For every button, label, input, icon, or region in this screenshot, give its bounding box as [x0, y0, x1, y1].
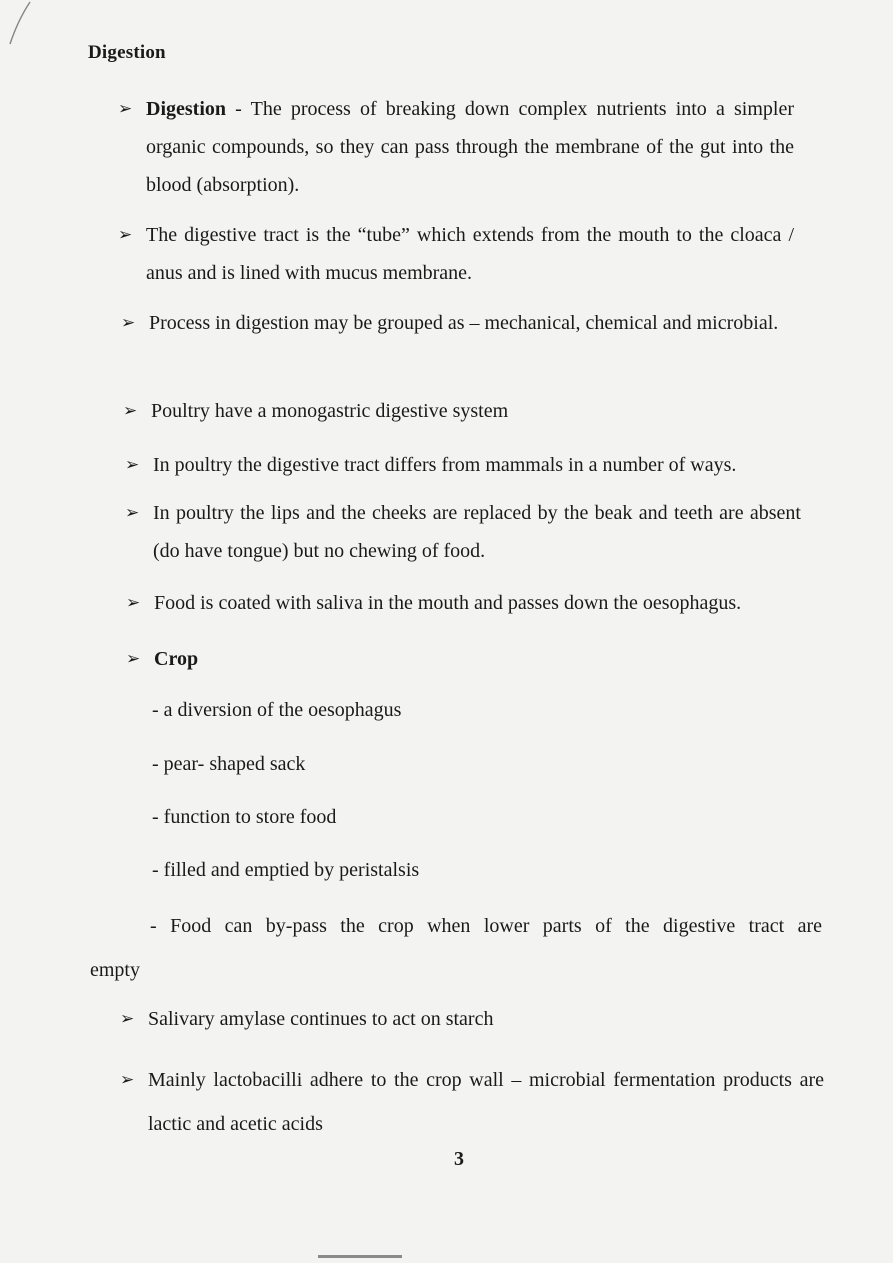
page-number: 3 [454, 1148, 464, 1170]
bullet-lips-beak [125, 494, 801, 570]
bullet-process-groups [121, 304, 795, 342]
arrow-bullet-icon: ➢ [126, 593, 141, 613]
arrow-bullet-icon: ➢ [118, 99, 133, 119]
crop-point: - filled and emptied by peristalsis [152, 859, 420, 881]
bullet-saliva [126, 584, 802, 622]
bullet-text: Food is coated with saliva in the mouth and passes down the oesophagus. [154, 592, 742, 614]
crop-point-bypass-tail: empty [90, 959, 140, 981]
bullet-digestive-tract [118, 216, 794, 292]
scan-edge-mark [318, 1255, 402, 1258]
arrow-bullet-icon: ➢ [118, 225, 133, 245]
crop-point: - pear- shaped sack [152, 753, 306, 775]
crop-point: - a diversion of the oesophagus [152, 699, 402, 721]
arrow-bullet-icon: ➢ [123, 401, 138, 421]
bullet-term: Digestion [146, 98, 226, 120]
bullet-text: The digestive tract is the “tube” which extends from the mouth to the cloaca / anus and is lined with mucus membrane. [146, 224, 794, 284]
arrow-bullet-icon: ➢ [120, 1070, 135, 1090]
bullet-differs-mammals [125, 446, 801, 484]
page-heading: Digestion [88, 42, 166, 63]
bullet-text: Mainly lactobacilli adhere to the crop wall – microbial fermentation products are lactic and acetic acids [148, 1069, 824, 1135]
arrow-bullet-icon: ➢ [125, 503, 140, 523]
bullet-text: Process in digestion may be grouped as – mechanical, chemical and microbial. [149, 312, 779, 334]
crop-point-bypass: - Food can by-pass the crop when lower parts of the digestive tract are [150, 915, 822, 937]
arrow-bullet-icon: ➢ [126, 649, 141, 669]
bullet-text: Poultry have a monogastric digestive system [151, 400, 509, 422]
bullet-term: Crop [154, 648, 199, 670]
arrow-bullet-icon: ➢ [120, 1009, 135, 1029]
bullet-salivary-amylase [120, 1000, 800, 1038]
bullet-digestion-definition [118, 90, 794, 204]
crop-point: - function to store food [152, 806, 337, 828]
bullet-text: Salivary amylase continues to act on starch [148, 1008, 494, 1030]
bullet-text: - The process of breaking down complex nutrients into a simpler organic compounds, so they can pass through the membrane of the gut into the blood (absorption). [146, 98, 794, 196]
bullet-crop-heading [126, 640, 426, 678]
bullet-text: In poultry the digestive tract differs from mammals in a number of ways. [153, 454, 737, 476]
bullet-lactobacilli [120, 1058, 824, 1146]
bullet-text: In poultry the lips and the cheeks are replaced by the beak and teeth are absent (do have tongue) but no chewing of food. [153, 502, 801, 562]
arrow-bullet-icon: ➢ [125, 455, 140, 475]
pen-stroke-mark [0, 0, 40, 60]
arrow-bullet-icon: ➢ [121, 313, 136, 333]
bullet-monogastric [123, 392, 799, 430]
